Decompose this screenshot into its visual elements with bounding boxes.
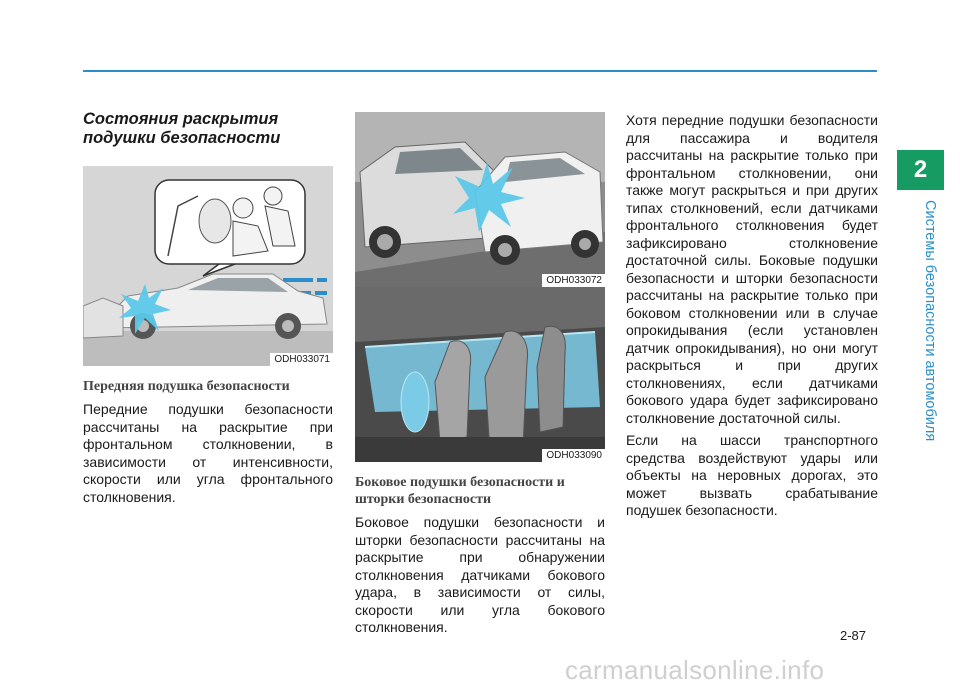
column-right bbox=[626, 112, 878, 520]
page-number: 2-87 bbox=[840, 628, 867, 643]
frontal-airbag-figure bbox=[83, 166, 333, 366]
side-airbag-text: Боковое подушки безопасности и шторки безопасности рассчитаны на раскрытие при обнаружении столкновения датчиками бокового удара, в зависимости от силы, скорости или угла бокового столкновения. bbox=[355, 514, 605, 635]
column-left bbox=[83, 110, 333, 506]
figure-code: ODH033072 bbox=[542, 274, 605, 287]
figure-code: ODH033071 bbox=[270, 353, 333, 366]
top-rule bbox=[83, 70, 877, 72]
section-title: Состояния раскрытия подушки безопасности bbox=[83, 110, 281, 147]
front-airbag-text: Передние подушки безопасности рассчитаны на раскрытие при фронтальном столкновении, в зависимости от интенсивности, скорости или угла фронтального столкновения. bbox=[83, 401, 333, 505]
figure-code: ODH033090 bbox=[542, 449, 605, 462]
front-airbag-heading: Передняя подушка безопасности bbox=[83, 379, 290, 394]
column-middle bbox=[355, 112, 605, 637]
frontal-airbag-illustration bbox=[83, 166, 333, 366]
curtain-airbag-figure bbox=[355, 287, 605, 462]
side-crash-figure bbox=[355, 112, 605, 287]
rough-road-paragraph: Если на шасси транспортного средства воздействуют удары или объекты на неровных дорогах, это может вызвать срабатывание подушек безопасности. bbox=[626, 432, 878, 518]
curtain-airbag-illustration bbox=[355, 287, 605, 462]
watermark: carmanualsonline.info bbox=[565, 655, 825, 685]
deployment-note-paragraph: Хотя передние подушки безопасности для пассажира и водителя рассчитаны на раскрытие только при фронтальном столкновении, они также могут раскрыться и при других типах столкновений, если датчиками фронтального столкновения будет зафиксировано столкновение достаточной силы. Боковые подушки безопасности и шторки безопасности рассчитаны на раскрытие только при боковом столкновении или в случае опрокидывания (если установлен датчик опрокидывания), но они могут раскрыться и при других столкновениях, если датчиками бокового удара будет зафиксировано столкновение достаточной силы. bbox=[626, 112, 878, 426]
chapter-title: Системы безопасности автомобиля bbox=[922, 200, 938, 442]
side-airbag-heading: Боковое подушки безопасности и шторки безопасности bbox=[355, 475, 565, 507]
side-crash-illustration bbox=[355, 112, 605, 287]
chapter-number-tab: 2 bbox=[897, 150, 944, 190]
